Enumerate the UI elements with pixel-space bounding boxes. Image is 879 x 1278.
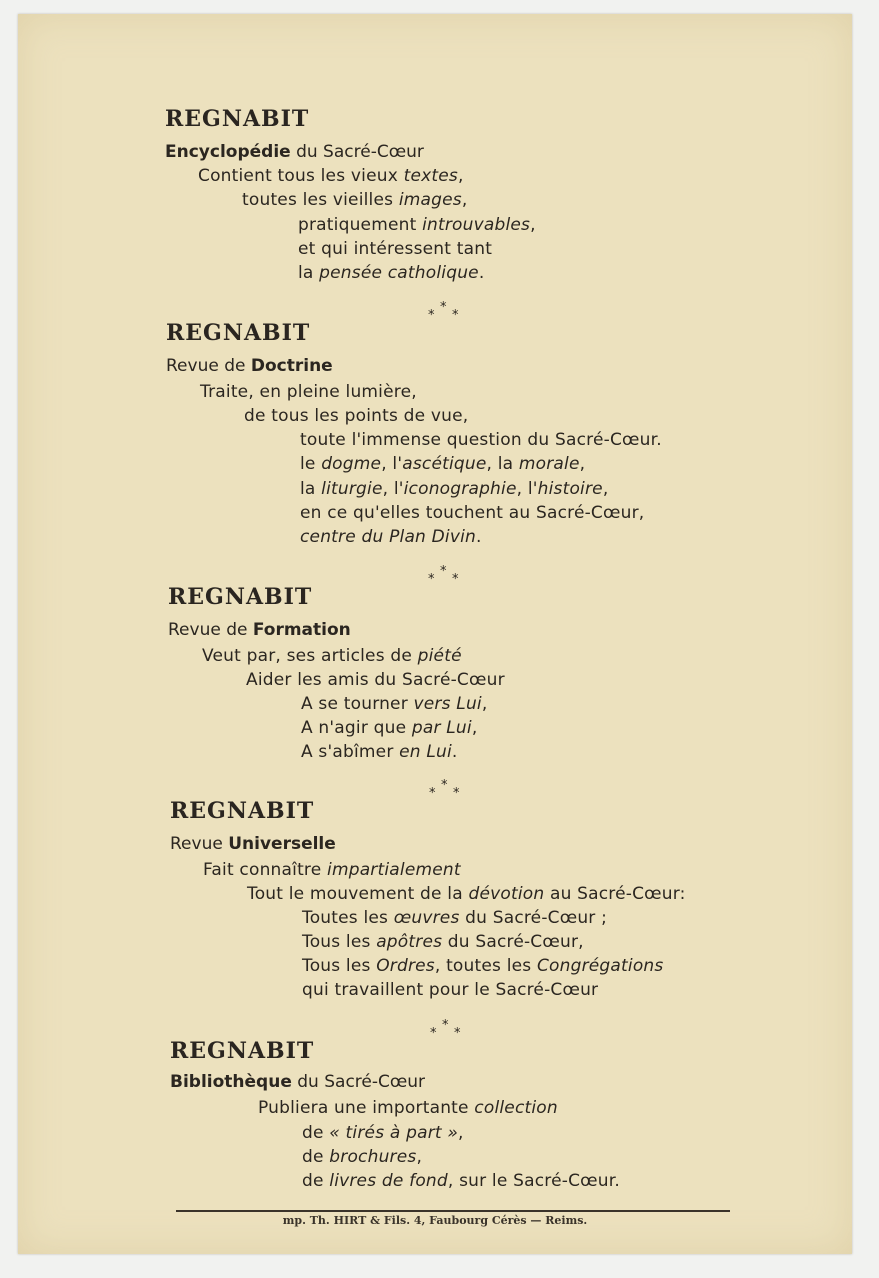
section-subtitle: Revue de Formation (168, 620, 351, 640)
text-line: Tous les apôtres du Sacré-Cœur, (302, 932, 584, 952)
section-heading: REGNABIT (166, 320, 311, 346)
separator-asterism: * * * (429, 778, 460, 801)
text-line: en ce qu'elles touchent au Sacré-Cœur, (300, 503, 645, 523)
section-subtitle: Revue Universelle (170, 834, 336, 854)
text-line: A n'agir que par Lui, (301, 718, 478, 738)
text-line: Traite, en pleine lumière, (200, 382, 417, 402)
section-heading: REGNABIT (165, 106, 310, 132)
text-line: la pensée catholique. (298, 263, 485, 283)
text-line: le dogme, l'ascétique, la morale, (300, 454, 586, 474)
section-heading: REGNABIT (170, 1038, 315, 1064)
text-line: Toutes les œuvres du Sacré-Cœur ; (302, 908, 608, 928)
section-subtitle: Bibliothèque du Sacré-Cœur (170, 1072, 426, 1092)
separator-asterism: * * * (428, 300, 459, 323)
text-line: toute l'immense question du Sacré-Cœur. (300, 430, 662, 450)
printer-imprint: mp. Th. HIRT & Fils. 4, Faubourg Cérès — Reims. (282, 1214, 588, 1227)
text-line: centre du Plan Divin. (300, 527, 482, 547)
text-line: et qui intéressent tant (298, 239, 493, 259)
text-line: Tout le mouvement de la dévotion au Sacré-Cœur: (247, 884, 686, 904)
section-subtitle (165, 142, 424, 162)
section-heading: REGNABIT (170, 798, 315, 824)
footer-rule (176, 1210, 730, 1212)
text-line: de « tirés à part », (302, 1123, 464, 1143)
separator-asterism: * * * (428, 564, 459, 587)
paper-sheet (18, 14, 852, 1254)
text-line: Publiera une importante collection (258, 1098, 558, 1118)
separator-asterism: * * * (430, 1018, 461, 1041)
section-subtitle: Revue de Doctrine (166, 356, 333, 376)
text-line: de brochures, (302, 1147, 423, 1167)
text-line: Fait connaître impartialement (203, 860, 461, 880)
text-line: de livres de fond, sur le Sacré-Cœur. (302, 1171, 620, 1191)
text-line: qui travaillent pour le Sacré-Cœur (302, 980, 599, 1000)
text-line: Tous les Ordres, toutes les Congrégations (302, 956, 664, 976)
section-heading: REGNABIT (168, 584, 313, 610)
text-line: Aider les amis du Sacré-Cœur (246, 670, 505, 690)
text-line: A s'abîmer en Lui. (301, 742, 458, 762)
text-line: de tous les points de vue, (244, 406, 469, 426)
subtitle-bold: Encyclopédie (165, 142, 291, 162)
text-line: Veut par, ses articles de piété (202, 646, 462, 666)
text-line: la liturgie, l'iconographie, l'histoire, (300, 479, 609, 499)
text-line: toutes les vieilles images, (242, 190, 468, 210)
text-line: A se tourner vers Lui, (301, 694, 488, 714)
text-line: pratiquement introuvables, (298, 215, 536, 235)
text-line: Contient tous les vieux textes, (198, 166, 464, 186)
subtitle-rest: du Sacré-Cœur (290, 142, 424, 162)
